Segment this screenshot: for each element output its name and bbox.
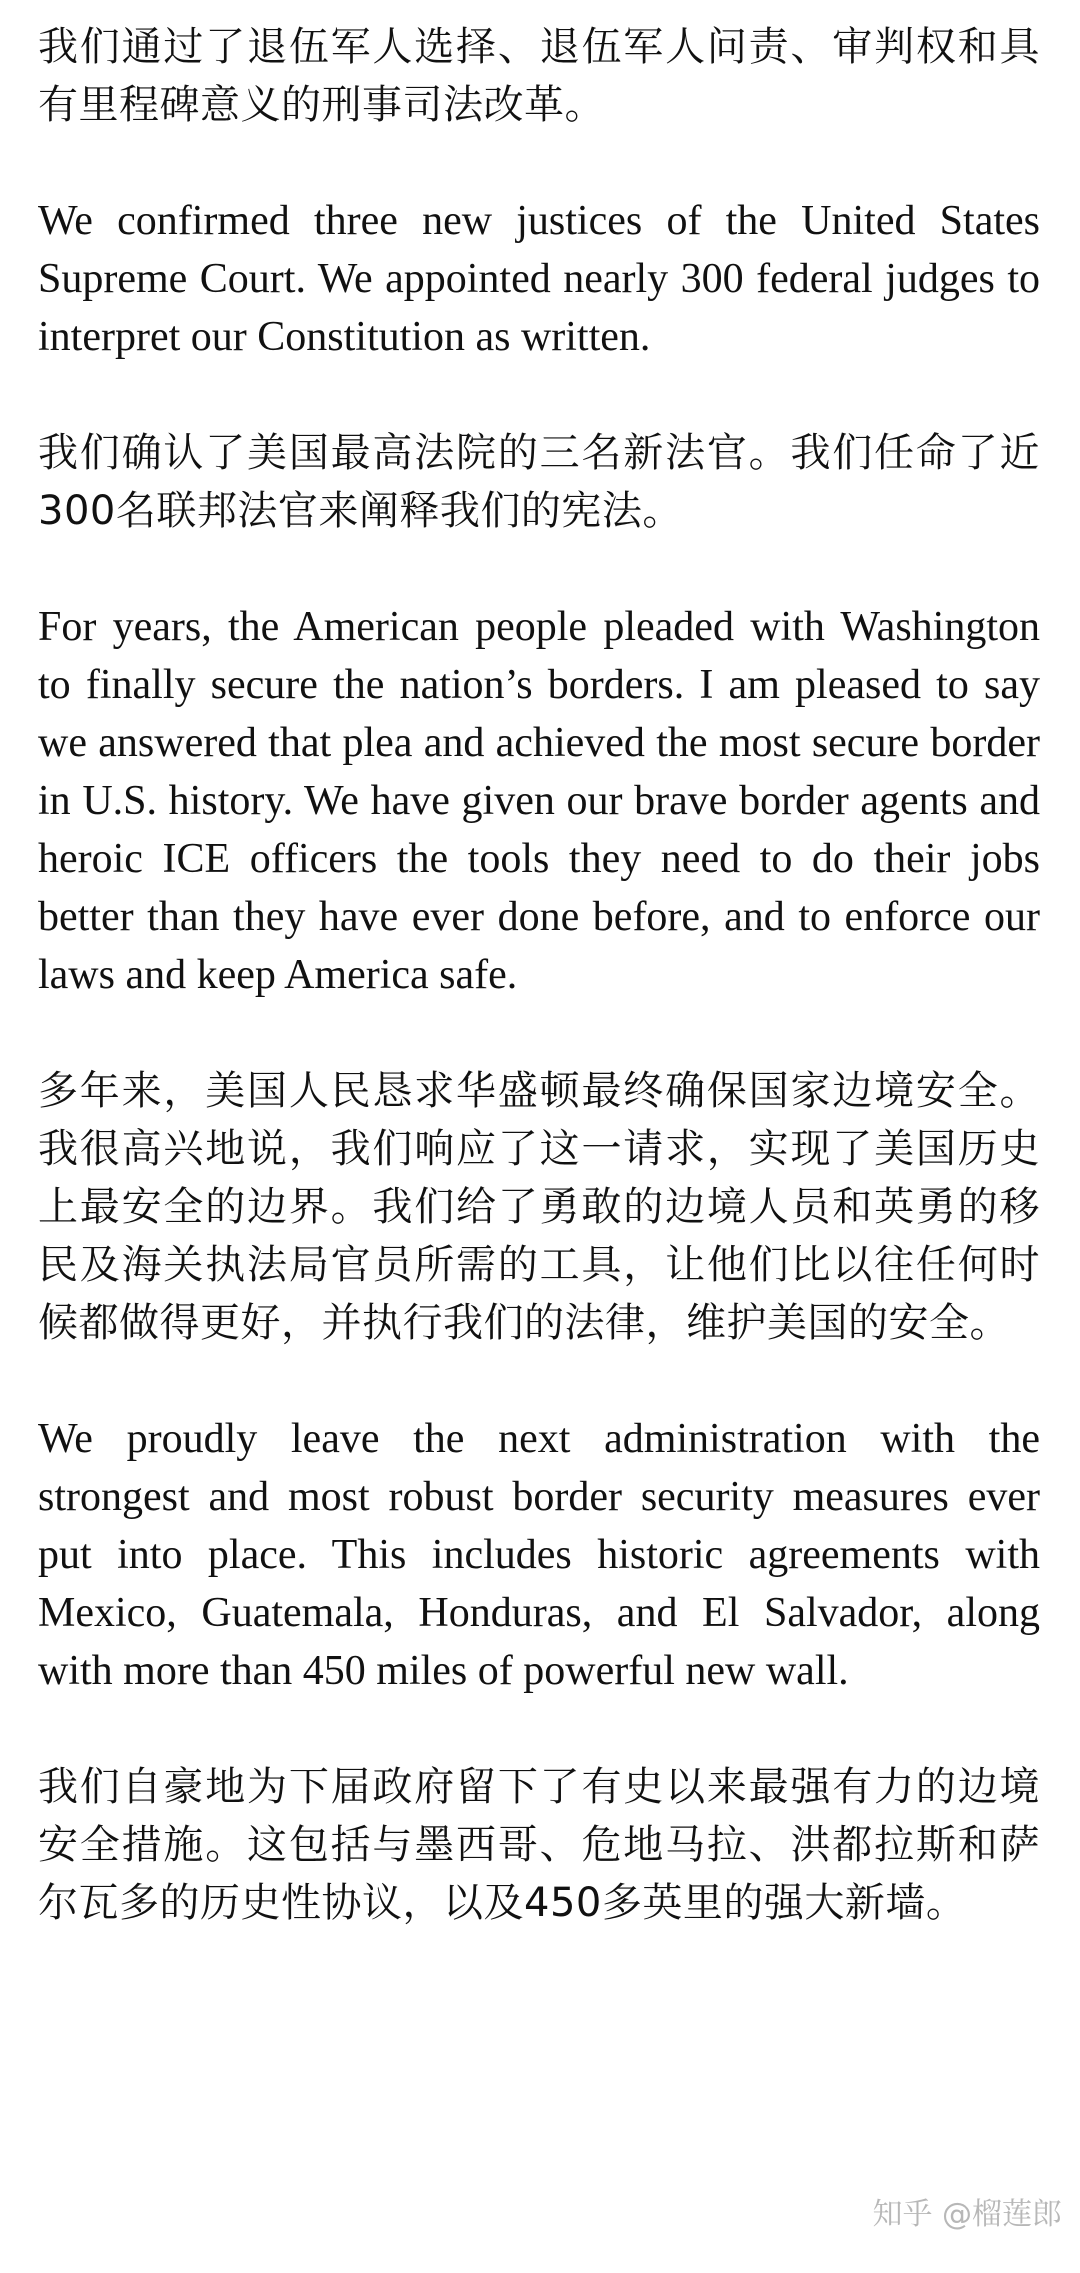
paragraph-en-1: We confirmed three new justices of the United States Supreme Court. We appointed nearly 300 federal judges to interpret our Constitution as written. [38,198,1040,360]
paragraph-zh-3: 多年来，美国人民恳求华盛顿最终确保国家边境安全。我很高兴地说，我们响应了这一请求，实现了美国历史上最安全的边界。我们给了勇敢的边境人员和英勇的移民及海关执法局官员所需的工具，让他们比以往任何时候都做得更好，并执行我们的法律，维护美国的安全。 [38,1068,1040,1346]
paragraph-gap [38,1700,1040,1758]
paragraph-gap [38,1004,1040,1062]
document-page [38,18,1040,1932]
paragraph-gap [38,366,1040,424]
paragraph-zh-1: 我们通过了退伍军人选择、退伍军人问责、审判权和具有里程碑意义的刑事司法改革。 [38,24,1040,128]
paragraph-gap [38,134,1040,192]
paragraph-gap [38,1352,1040,1410]
paragraph-zh-2: 我们确认了美国最高法院的三名新法官。我们任命了近300名联邦法官来阐释我们的宪法。 [38,430,1040,534]
paragraph-en-2: For years, the American people pleaded with Washington to finally secure the nation’s borders. I am pleased to say we answered that plea and achieved the most secure border in U.S. history. We have given our brave border agents and heroic ICE officers the tools they need to do their jobs better than they have ever done before, and to enforce our laws and keep America safe. [38,604,1040,998]
paragraph-en-3: We proudly leave the next administration with the strongest and most robust border security measures ever put into place. This includes historic agreements with Mexico, Guatemala, Honduras, and El Salvador, along with more than 450 miles of powerful new wall. [38,1416,1040,1694]
paragraph-gap [38,540,1040,598]
paragraph-zh-4: 我们自豪地为下届政府留下了有史以来最强有力的边境安全措施。这包括与墨西哥、危地马拉、洪都拉斯和萨尔瓦多的历史性协议，以及450多英里的强大新墙。 [38,1764,1040,1926]
zhihu-watermark: 知乎 @榴莲郎 [872,2197,1062,2232]
